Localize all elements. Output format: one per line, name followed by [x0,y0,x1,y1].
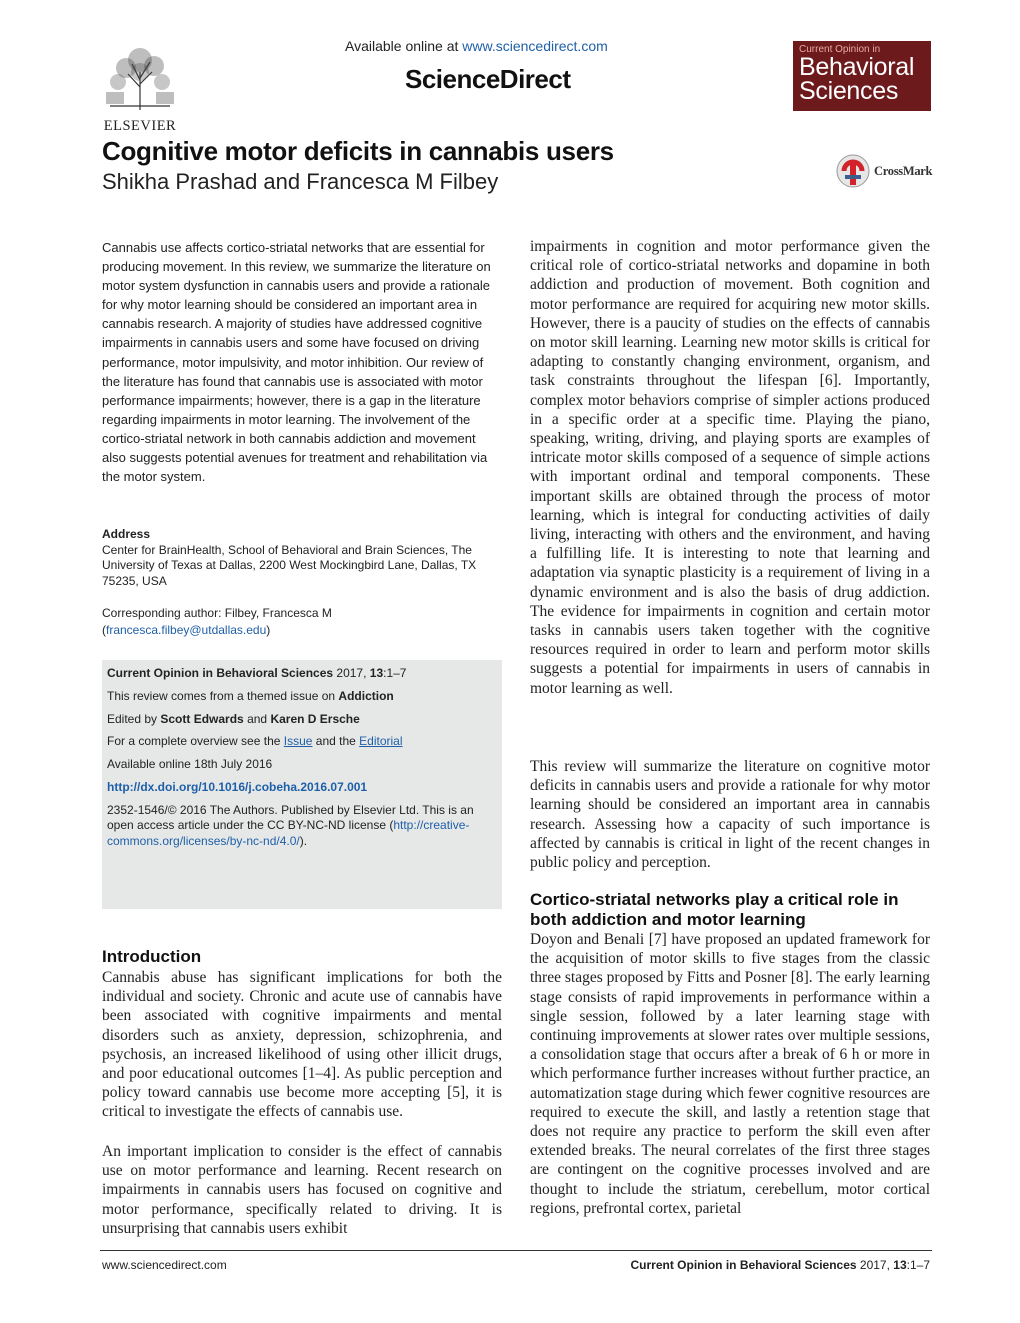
issue-link[interactable]: Issue [283,734,313,749]
overview-and: and the [312,734,360,749]
address-block [102,527,500,589]
email-close-paren: ) [266,622,271,637]
corresponding-email-line [102,622,500,639]
info-journal-name: Current Opinion in Behavioral Sciences [107,666,334,680]
right-column-paragraph-2: This review will summarize the literature on cognitive motor deficits in cannabis users and provide a rationale for why motor learning should be considered an important area in cannabis research. Assessing how a capacity of such importance is affected by cannabis is critical in light of the recent changes in public policy and perception. [530,758,930,872]
editor-2: Karen D Ersche [270,711,360,726]
license-text: 2352-1546/© 2016 The Authors. Published by Elsevier Ltd. This is an open access article under the CC BY-NC-ND license ( [107,802,474,833]
sciencedirect-wordmark: ScienceDirect [405,64,571,94]
info-editors [107,712,497,728]
footer-divider [100,1250,932,1251]
elsevier-logo [100,42,180,134]
footer-url[interactable]: www.sciencedirect.com [102,1258,227,1272]
themed-topic: Addiction [338,688,394,703]
right-column-paragraph-1: impairments in cognition and motor performance given the critical role of cortico-striatal networks and dopamine in both addiction and production of movement. Both cognition and motor performance are required for acquiring new motor skills. However, there is a paucity of studies on the effects of cannabis on motor skill learning. Learning new motor skills is critical for adapting to constantly changing environment, organism, and task constraints throughout the lifespan [6]. Importantly, complex motor behaviors comprise of simpler actions produced in a specific order at a specific time. Playing the piano, speaking, writing, driving, and playing sports are examples of intricate motor skills composed of a sequence of simple actions with important ordinal and temporal components. These important skills are obtained through the process of motor learning, which is integral for conducting activities of daily living, interacting with others and the environment, and having a fulfilling life. It is interesting to note that learning and adaptation via synaptic plasticity is a requirement of living in a dynamic environment and is also the basis of drug addiction. The evidence for impairments in cognition and certain motor tasks in cannabis users taken together with the cognitive resources required in order to learn and perform motor skills suggests a potential for impairments in users of cannabis in motor learning as well. [530,238,930,697]
info-themed-issue [107,689,497,705]
journal-logo-line1: Behavioral [799,53,915,81]
info-overview [107,734,497,750]
journal-logo [793,41,931,111]
section-2-paragraph-1: Doyon and Benali [7] have proposed an updated framework for the acquisition of motor skills to five stages from the classic three stages proposed by Fitts and Posner [8]. The early learning stage consists of rapid improvements in performance within a single session, followed by a later learning stage with continuing improvements at slower rates over multiple sessions, a consolidation stage that occurs after a break of 6 h or more in which performance further increases without further practice, an automatization stage during which fewer cognitive resources are required to execute the skill, and lastly a retention stage that does not require any practice to perform the skill even after extended breaks. The neural correlates of the first three stages are contingent on the cognitive processes involved and are thought to include the striatum, cerebellum, motor cortical regions, prefrontal cortex, parietal [530,931,930,1217]
crossmark-label: CrossMark [874,163,933,178]
corresponding-author [102,605,500,638]
available-online-line [345,38,608,54]
corresponding-author-text: Corresponding author: Filbey, Francesca M [102,606,332,620]
article-info-box [102,660,502,909]
journal-logo-small-text: Current Opinion in [799,44,881,55]
editorial-link[interactable]: Editorial [359,734,403,749]
introduction-paragraph-1: Cannabis abuse has significant implications for both the individual and society. Chronic and acute use of cannabis have been associated with cognitive impairments and mental disorders such as anxiety, depression, schizophrenia, and psychosis, an increased likelihood of using other illicit drugs, and poor educational outcomes [1–4]. As public perception and policy toward cannabis use become more accepting [5], it is critical to investigate the effects of cannabis use. [102,969,502,1121]
editor-and: and [243,711,271,726]
article-title: Cognitive motor deficits in cannabis users [102,136,614,166]
doi-link[interactable]: http://dx.doi.org/10.1016/j.cobeha.2016.07.001 [107,779,368,794]
themed-prefix: This review comes from a themed issue on [107,688,339,703]
section-heading-cortico-striatal: Cortico-striatal networks play a critical role in both addiction and motor learning [530,890,899,929]
footer-journal: Current Opinion in Behavioral Sciences [630,1258,857,1272]
crossmark-icon [836,153,870,189]
introduction-paragraph-2: An important implication to consider is the effect of cannabis use on motor performance and learning. Recent research on impairments in cannabis users has focused on cognitive and motor performance, specifically related to driving. It is unsurprising that cannabis users exhibit [102,1143,502,1237]
introduction-heading: Introduction [102,947,202,966]
info-citation [107,666,497,682]
email-open-paren: ( [102,622,106,637]
sciencedirect-url-link[interactable]: www.sciencedirect.com [462,38,608,54]
elsevier-wordmark: ELSEVIER [103,118,177,134]
overview-prefix: For a complete overview see the [107,734,284,749]
crossmark-badge[interactable] [836,153,932,189]
corresponding-email-link[interactable]: francesca.filbey@utdallas.edu [106,622,267,637]
info-license [107,803,497,850]
footer-year: 2017, [856,1258,894,1272]
info-year: 2017, [333,666,370,680]
address-text: Center for BrainHealth, School of Behavioral and Brain Sciences, The University of Texas at Dallas, 2200 West Mockingbird Lane, Dallas, TX 75235, USA [102,542,477,588]
license-url-link[interactable]: http://creative-commons.org/licenses/by-nc-nd/4.0/ [107,818,470,848]
info-available-online: Available online 18th July 2016 [107,757,273,772]
editor-1: Scott Edwards [160,711,244,726]
edited-prefix: Edited by [107,711,161,726]
footer-pages: :1–7 [906,1258,930,1272]
article-authors: Shikha Prashad and Francesca M Filbey [102,169,499,194]
abstract: Cannabis use affects cortico-striatal networks that are essential for producing movement. In this review, we summarize the literature on motor system dysfunction in cannabis users and provide a rationale for why motor learning should be considered an important area in cannabis research. A majority of studies have addressed cognitive impairments in cannabis users and some have focused on driving performance, motor impulsivity, and motor inhibition. Our review of the literature has found that cannabis use is associated with motor performance impairments; however, there is a gap in the literature regarding impairments in motor learning. The involvement of the cortico-striatal network in both cannabis addiction and movement also suggests potential avenues for treatment and rehabilitation via the motor system. [102,240,491,485]
footer-volume: 13 [893,1258,907,1272]
footer-citation [631,1258,930,1272]
info-volume: 13 [369,666,384,680]
address-heading: Address [102,527,151,541]
available-online-prefix: Available online at [345,38,463,54]
license-close: ). [299,833,308,848]
elsevier-tree-icon [100,42,180,112]
info-pages: :1–7 [383,666,407,680]
journal-logo-line2: Sciences [799,77,899,105]
